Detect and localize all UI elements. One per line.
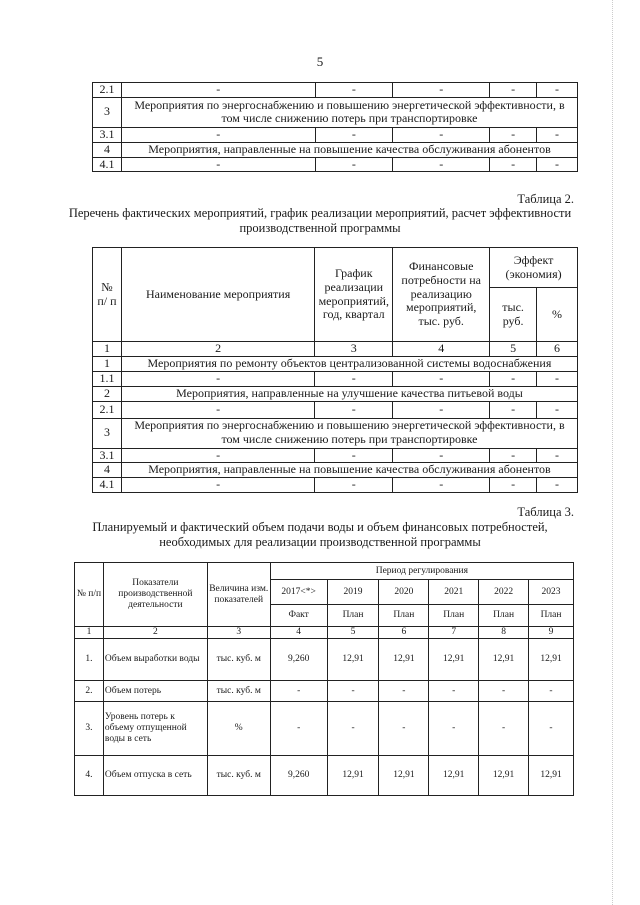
cell: -	[537, 371, 578, 386]
cell: -	[315, 127, 393, 142]
table-row	[93, 97, 578, 127]
cell: -	[315, 371, 393, 386]
indicator-name: Объем потерь	[103, 681, 207, 702]
cell: -	[537, 448, 578, 463]
table-row	[93, 448, 578, 463]
continuation-table	[92, 82, 578, 172]
page-number: 5	[316, 54, 324, 69]
row-number: 4.1	[93, 478, 122, 493]
row-number: 4.1	[93, 157, 122, 172]
value-cell: 9,260	[270, 756, 327, 796]
value-cell: 12,91	[379, 639, 429, 681]
unit-cell: тыс. куб. м	[207, 681, 270, 702]
table3-label: Таблица 3.	[517, 505, 574, 519]
column-number-row	[75, 627, 574, 639]
kind-cell: План	[479, 605, 529, 627]
cell: -	[537, 157, 578, 172]
section-title: Мероприятия по энергоснабжению и повышению энергетической эффективности, в том числе снижению потерь при транспортировке	[121, 97, 577, 127]
cell: -	[490, 448, 537, 463]
cell: -	[490, 127, 537, 142]
value-cell: 12,91	[429, 756, 479, 796]
cell: -	[490, 478, 537, 493]
value-cell: -	[479, 681, 529, 702]
header-indicator: Показатели производственной деятельности	[103, 563, 207, 627]
table-row	[93, 371, 578, 386]
cell: -	[121, 448, 314, 463]
table-row	[93, 478, 578, 493]
value-cell: -	[429, 681, 479, 702]
header-num: № п/ п	[93, 248, 122, 342]
value-cell: 12,91	[479, 639, 529, 681]
section-title: Мероприятия, направленные на улучшение качества питьевой воды	[121, 386, 577, 401]
cell: -	[121, 157, 315, 172]
header-schedule: График реализации мероприятий, год, квартал	[315, 248, 393, 342]
col-number: 5	[327, 627, 379, 639]
value-cell: -	[327, 681, 379, 702]
cell: -	[121, 127, 315, 142]
section-title: Мероприятия по энергоснабжению и повышению энергетической эффективности, в том числе снижению потерь при транспортировке	[121, 418, 577, 448]
table-row	[75, 702, 574, 756]
unit-cell: %	[207, 702, 270, 756]
table-row	[93, 127, 578, 142]
kind-cell: План	[429, 605, 479, 627]
table-row	[75, 639, 574, 681]
cell: -	[393, 401, 490, 418]
value-cell: 12,91	[529, 639, 574, 681]
value-cell: 12,91	[479, 756, 529, 796]
value-cell: 12,91	[327, 756, 379, 796]
table2	[92, 247, 578, 493]
value-cell: 12,91	[379, 756, 429, 796]
table-row	[93, 401, 578, 418]
value-cell: 12,91	[529, 756, 574, 796]
kind-cell: Факт	[270, 605, 327, 627]
row-number: 2	[93, 386, 122, 401]
unit-cell: тыс. куб. м	[207, 639, 270, 681]
row-number: 4	[93, 463, 122, 478]
year-cell: 2019	[327, 580, 379, 605]
cell: -	[490, 83, 537, 98]
cell: -	[315, 157, 393, 172]
col-number: 1	[75, 627, 104, 639]
value-cell: -	[529, 702, 574, 756]
cell: -	[121, 371, 314, 386]
col-number: 2	[121, 342, 314, 357]
section-title: Мероприятия, направленные на повышение качества обслуживания абонентов	[121, 142, 577, 157]
table2-title: Перечень фактических мероприятий, график реализации мероприятий, расчет эффективности производственной программы	[68, 206, 572, 235]
cell: -	[537, 401, 578, 418]
row-number: 3	[93, 97, 122, 127]
table3	[74, 562, 574, 796]
header-finance: Финансовые потребности на реализацию мероприятий, тыс. руб.	[393, 248, 490, 342]
year-cell: 2020	[379, 580, 429, 605]
cell: -	[537, 478, 578, 493]
table-row	[93, 386, 578, 401]
indicator-name: Объем отпуска в сеть	[103, 756, 207, 796]
col-number: 1	[93, 342, 122, 357]
table-row	[93, 142, 578, 157]
column-number-row	[93, 342, 578, 357]
section-title: Мероприятия по ремонту объектов централизованной системы водоснабжения	[121, 356, 577, 371]
value-cell: 12,91	[327, 639, 379, 681]
cell: -	[490, 371, 537, 386]
col-number: 6	[379, 627, 429, 639]
kind-cell: План	[529, 605, 574, 627]
value-cell: 12,91	[429, 639, 479, 681]
cell: -	[121, 478, 314, 493]
page-edge-line	[612, 0, 614, 905]
value-cell: -	[270, 702, 327, 756]
header-rub: тыс. руб.	[490, 288, 537, 342]
col-number: 3	[207, 627, 270, 639]
header-row	[93, 248, 578, 288]
cell: -	[537, 83, 578, 98]
col-number: 4	[270, 627, 327, 639]
cell: -	[393, 157, 490, 172]
row-number: 3.1	[93, 127, 122, 142]
cell: -	[121, 83, 315, 98]
value-cell: -	[270, 681, 327, 702]
year-cell: 2022	[479, 580, 529, 605]
row-number: 1.1	[93, 371, 122, 386]
table-row	[75, 681, 574, 702]
year-cell: 2017<*>	[270, 580, 327, 605]
col-number: 8	[479, 627, 529, 639]
col-number: 7	[429, 627, 479, 639]
cell: -	[121, 401, 314, 418]
cell: -	[393, 127, 490, 142]
value-cell: 9,260	[270, 639, 327, 681]
header-pct: %	[537, 288, 578, 342]
table-row	[93, 83, 578, 98]
cell: -	[315, 83, 393, 98]
cell: -	[393, 371, 490, 386]
header-effect: Эффект (экономия)	[490, 248, 578, 288]
row-number: 2.	[75, 681, 104, 702]
row-number: 4	[93, 142, 122, 157]
table-row	[93, 418, 578, 448]
header-row	[75, 563, 574, 580]
value-cell: -	[529, 681, 574, 702]
kind-cell: План	[379, 605, 429, 627]
value-cell: -	[327, 702, 379, 756]
col-number: 3	[315, 342, 393, 357]
cell: -	[393, 448, 490, 463]
table2-label: Таблица 2.	[517, 192, 574, 206]
table-row	[93, 356, 578, 371]
col-number: 5	[490, 342, 537, 357]
kind-cell: План	[327, 605, 379, 627]
col-number: 2	[103, 627, 207, 639]
header-period: Период регулирования	[270, 563, 573, 580]
row-number: 4.	[75, 756, 104, 796]
table-row	[75, 756, 574, 796]
indicator-name: Уровень потерь к объему отпущенной воды в сеть	[103, 702, 207, 756]
section-title: Мероприятия, направленные на повышение качества обслуживания абонентов	[121, 463, 577, 478]
row-number: 3.1	[93, 448, 122, 463]
year-cell: 2021	[429, 580, 479, 605]
row-number: 1	[93, 356, 122, 371]
value-cell: -	[379, 681, 429, 702]
value-cell: -	[479, 702, 529, 756]
col-number: 9	[529, 627, 574, 639]
cell: -	[537, 127, 578, 142]
value-cell: -	[379, 702, 429, 756]
unit-cell: тыс. куб. м	[207, 756, 270, 796]
cell: -	[490, 401, 537, 418]
year-cell: 2023	[529, 580, 574, 605]
row-number: 3.	[75, 702, 104, 756]
row-number: 2.1	[93, 401, 122, 418]
table-row	[93, 463, 578, 478]
table-row	[93, 157, 578, 172]
header-name: Наименование мероприятия	[121, 248, 314, 342]
value-cell: -	[429, 702, 479, 756]
cell: -	[315, 448, 393, 463]
header-num: № п/п	[75, 563, 104, 627]
header-unit: Величина изм. показателей	[207, 563, 270, 627]
col-number: 4	[393, 342, 490, 357]
row-number: 2.1	[93, 83, 122, 98]
table3-title: Планируемый и фактический объем подачи воды и объем финансовых потребностей, необходимых для реализации производственной программы	[92, 520, 548, 549]
col-number: 6	[537, 342, 578, 357]
row-number: 3	[93, 418, 122, 448]
cell: -	[393, 478, 490, 493]
row-number: 1.	[75, 639, 104, 681]
cell: -	[490, 157, 537, 172]
cell: -	[315, 478, 393, 493]
cell: -	[315, 401, 393, 418]
indicator-name: Объем выработки воды	[103, 639, 207, 681]
cell: -	[393, 83, 490, 98]
